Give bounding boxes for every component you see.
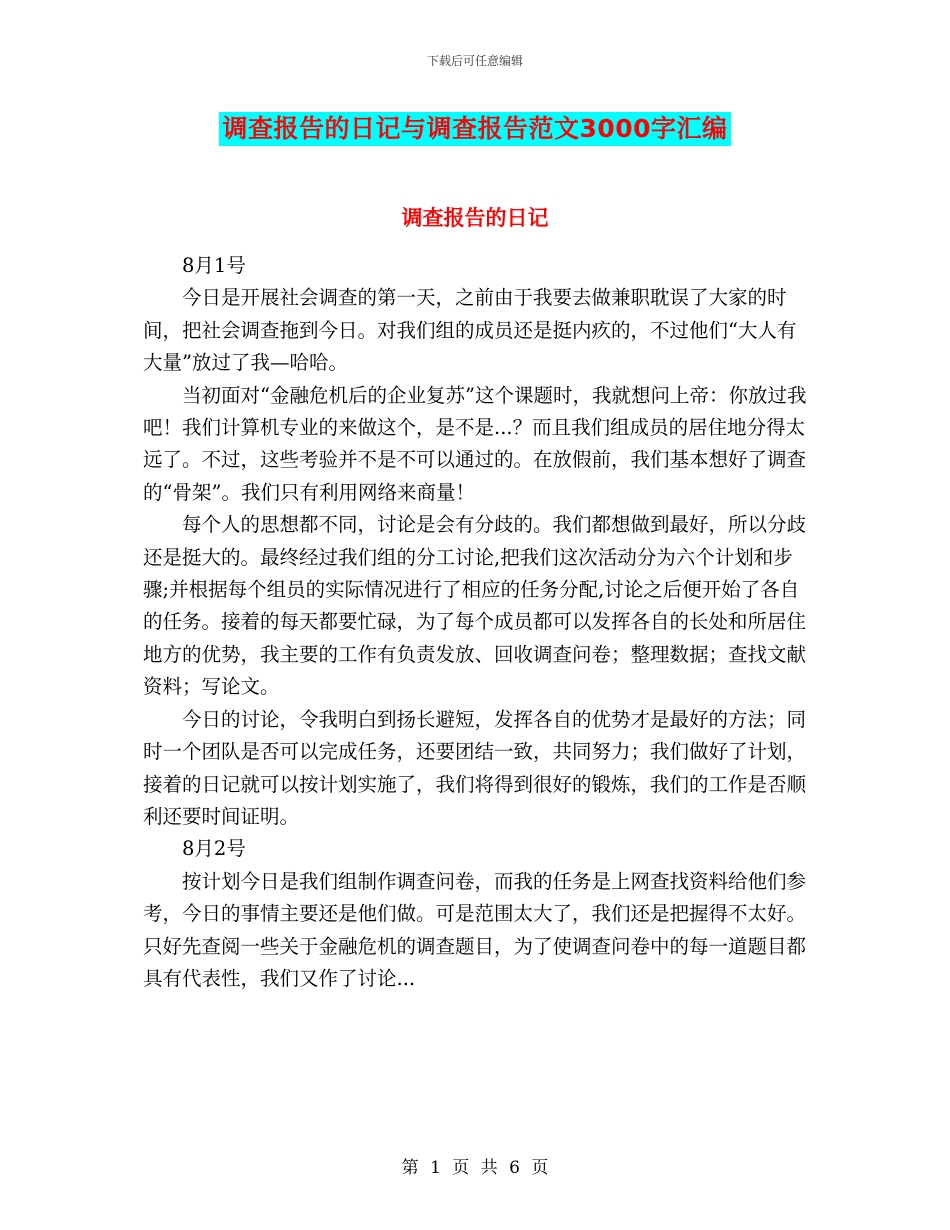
paragraph-date: 8月2号 bbox=[182, 837, 246, 861]
body-text bbox=[143, 250, 815, 995]
paragraph: 今日是开展社会调查的第一天，之前由于我要去做兼职耽误了大家的时间，把社会调查拖到今日。对我们组的成员还是挺内疚的，不过他们“大人有大量”放过了我—哈哈。 bbox=[143, 286, 797, 375]
page-header: 下载后可任意编辑 bbox=[426, 54, 523, 68]
paragraph-date: 8月1号 bbox=[182, 254, 246, 277]
paragraph: 按计划今日是我们组制作调查问卷，而我的任务是上网查找资料给他们参考，今日的事情主要还是他们做。可是范围太大了，我们还是把握得不太好。只好先查阅一些关于金融危机的调查题目，为了使调查问卷中的每一道题目都具有代表性，我们又作了讨论... bbox=[143, 869, 807, 990]
main-title-text: 调查报告的日记与调查报告范文3000字汇编 bbox=[219, 112, 730, 146]
paragraph: 今日的讨论，令我明白到扬长避短，发挥各自的优势才是最好的方法；同时一个团队是否可以完成任务，还要团结一致，共同努力；我们做好了计划，接着的日记就可以按计划实施了，我们将得到很好的锻炼，我们的工作是否顺利还要时间证明。 bbox=[143, 707, 807, 828]
paragraph: 每个人的思想都不同，讨论是会有分歧的。我们都想做到最好，所以分歧还是挺大的。最终经过我们组的分工讨论,把我们这次活动分为六个计划和步骤;并根据每个组员的实际情况进行了相应的任务分配,讨论之后便开始了各自的任务。接着的每天都要忙碌，为了每个成员都可以发挥各自的长处和所居住地方的优势，我主要的工作有负责发放、回收调查问卷；整理数据；查找文献资料；写论文。 bbox=[143, 513, 807, 699]
page-footer: 第 1 页 共 6 页 bbox=[401, 1158, 549, 1178]
paragraph: 当初面对“金融危机后的企业复苏”这个课题时，我就想问上帝：你放过我吧！我们计算机专业的来做这个，是不是...？而且我们组成员的居住地分得太远了。不过，这些考验并不是不可以通过的。在放假前，我们基本想好了调查的“骨架”。我们只有利用网络来商量！ bbox=[143, 383, 807, 504]
main-title bbox=[0, 112, 950, 146]
section-title: 调查报告的日记 bbox=[401, 206, 549, 230]
